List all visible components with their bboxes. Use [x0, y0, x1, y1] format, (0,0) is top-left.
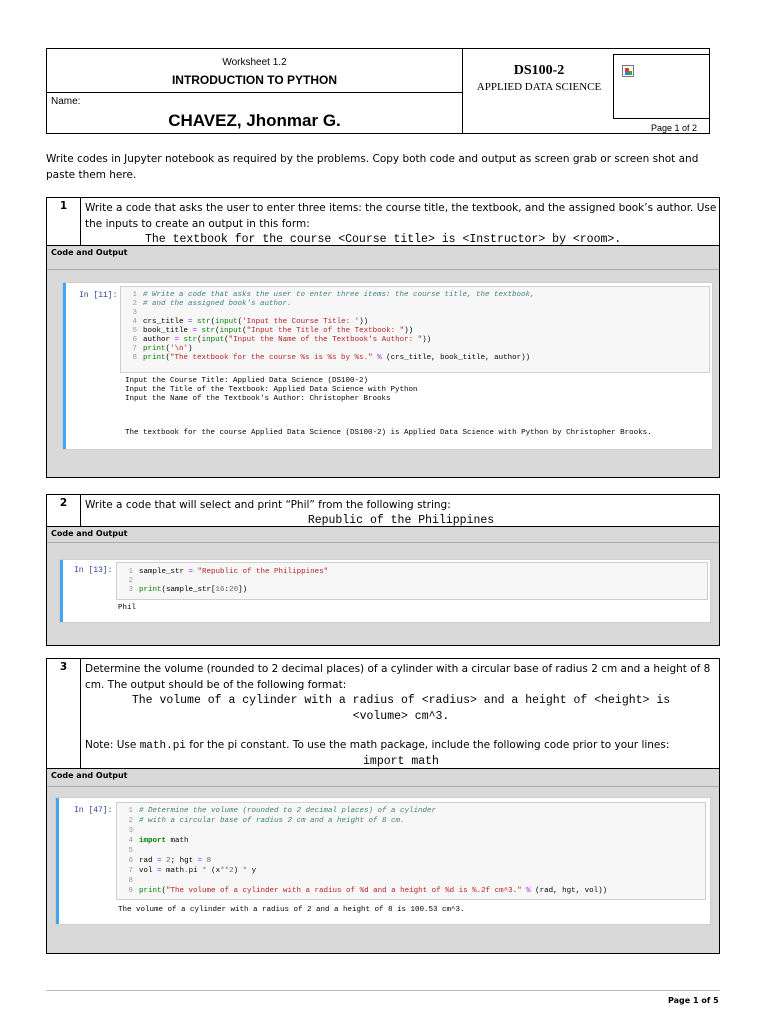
worksheet-title: INTRODUCTION TO PYTHON: [171, 73, 338, 87]
code-line: 9 print("The volume of a cylinder with a radius of %d and a height of %d is %.2f cm^3." % (rad, hgt, vol)): [128, 887, 608, 895]
cell-prompt: In [13]:: [74, 566, 113, 575]
code-line: 6 rad = 2; hgt = 8: [128, 857, 212, 865]
code-line: 1 sample_str = "Republic of the Philippines": [128, 568, 329, 576]
problem-3-note-suffix: for the pi constant. To use the math package, include the following code prior to your lines:: [185, 739, 670, 751]
code-line: 5 book_title = str(input("Input the Title of the Textbook: ")): [132, 327, 414, 335]
code-cell: [120, 286, 710, 373]
code-output-bar: [47, 246, 719, 270]
name-label: Name:: [51, 96, 81, 107]
worksheet-number: Worksheet 1.2: [222, 57, 287, 68]
code-output-label: Code and Output: [51, 529, 128, 538]
problem-1-format: The textbook for the course <Course title> is <Instructor> by <room>.: [145, 233, 622, 246]
code-line: 2 # and the assigned book's author.: [132, 300, 292, 308]
problem-2-text: [85, 497, 717, 529]
notebook-screenshot: [59, 559, 711, 623]
code-line: 1 # Write a code that asks the user to enter three items: the course title, the textbook,: [132, 291, 535, 299]
course-info-cell: [463, 49, 615, 133]
problem-3-note-code: math.pi: [139, 740, 186, 752]
code-output-area: [47, 787, 719, 953]
instructions: Write codes in Jupyter notebook as required by the problems. Copy both code and output as screen grab or screen shot and paste them here.: [46, 153, 699, 181]
worksheet-title-cell: [47, 49, 462, 93]
course-code: DS100-2: [513, 63, 565, 78]
output-line: Input the Name of the Textbook's Author: Christopher Brooks: [125, 395, 391, 403]
problem-1-question-row: [47, 198, 719, 246]
code-line: 3: [132, 309, 137, 317]
problem-2-description: Write a code that will select and print “Phil” from the following string:: [85, 499, 451, 511]
problem-2-format: Republic of the Philippines: [307, 514, 495, 527]
code-output-area: [47, 270, 719, 477]
broken-image-icon: [622, 65, 634, 77]
code-line: 8: [128, 877, 133, 885]
problem-2-block: [46, 494, 720, 646]
code-output-bar: [47, 527, 719, 543]
problem-number: 1: [47, 198, 81, 245]
code-line: 4 crs_title = str(input('Input the Course Title: ')): [132, 318, 369, 326]
code-line: 2 # with a circular base of radius 2 cm and a height of 8 cm.: [128, 817, 405, 825]
code-line: 8 print("The textbook for the course %s is %s by %s." % (crs_title, book_title, author)): [132, 354, 531, 362]
cell-selection-bar: [56, 798, 59, 924]
code-cell: [116, 562, 708, 600]
output-line: Input the Title of the Textbook: Applied Data Science with Python: [125, 386, 418, 394]
code-cell: [116, 802, 706, 900]
problem-3-question-row: [47, 659, 719, 769]
code-line: 3: [128, 827, 133, 835]
output-line: The volume of a cylinder with a radius of 2 and a height of 8 is 100.53 cm^3.: [118, 906, 465, 914]
problem-number: 3: [47, 659, 81, 768]
code-line: 7 print('\n'): [132, 345, 193, 353]
problem-1-description: Write a code that asks the user to enter three items: the course title, the textbook, and the assigned book’s author. Use the inputs to create an output in this form:: [85, 202, 717, 230]
student-name: CHAVEZ, Jhonmar G.: [168, 111, 341, 130]
problem-3-format-line2: <volume> cm^3.: [352, 710, 450, 723]
problem-3-block: [46, 658, 720, 954]
logo-box: [613, 54, 710, 119]
footer-divider: [46, 990, 720, 991]
code-output-label: Code and Output: [51, 771, 128, 780]
notebook-screenshot: [55, 797, 711, 925]
problem-3-note-prefix: Note: Use: [85, 739, 140, 751]
problem-1-block: [46, 197, 720, 478]
notebook-screenshot: [62, 282, 713, 450]
problem-3-text: [85, 661, 717, 770]
code-line: 5: [128, 847, 133, 855]
code-line: 3 print(sample_str[16:20]): [128, 586, 248, 594]
code-output-label: Code and Output: [51, 248, 128, 257]
problem-3-import: import math: [363, 755, 439, 768]
problem-2-question-row: [47, 495, 719, 527]
cell-prompt: In [47]:: [74, 806, 113, 815]
code-output-bar: [47, 769, 719, 787]
code-line: 7 vol = math.pi * (x**2) * y: [128, 867, 257, 875]
cell-prompt: In [11]:: [79, 291, 118, 300]
code-line: 4 import math: [128, 837, 189, 845]
problem-3-description: Determine the volume (rounded to 2 decimal places) of a cylinder with a circular base of radius 2 cm and a height of 8 cm. The output should be of the following format:: [85, 663, 711, 691]
output-line: The textbook for the course Applied Data Science (DS100-2) is Applied Data Science with Python by Christopher Brooks.: [125, 429, 652, 437]
problem-number: 2: [47, 495, 81, 526]
output-line: Input the Course Title: Applied Data Science (DS100-2): [125, 377, 369, 385]
problem-1-text: [85, 200, 717, 248]
code-line: 2: [128, 577, 133, 585]
header-left-section: [47, 49, 463, 133]
output-line: Phil: [118, 604, 137, 612]
cell-selection-bar: [63, 283, 66, 449]
footer-page-number: Page 1 of 5: [668, 996, 719, 1005]
code-output-area: [47, 543, 719, 645]
code-line: 6 author = str(input("Input the Name of the Textbook's Author: ")): [132, 336, 432, 344]
code-line: 1 # Determine the volume (rounded to 2 decimal places) of a cylinder: [128, 807, 437, 815]
worksheet-header: [46, 48, 710, 134]
header-page-number: Page 1 of 2: [651, 123, 698, 133]
problem-3-format-line1: The volume of a cylinder with a radius of <radius> and a height of <height> is: [131, 694, 671, 707]
cell-selection-bar: [60, 560, 63, 622]
course-name: APPLIED DATA SCIENCE: [476, 81, 602, 93]
